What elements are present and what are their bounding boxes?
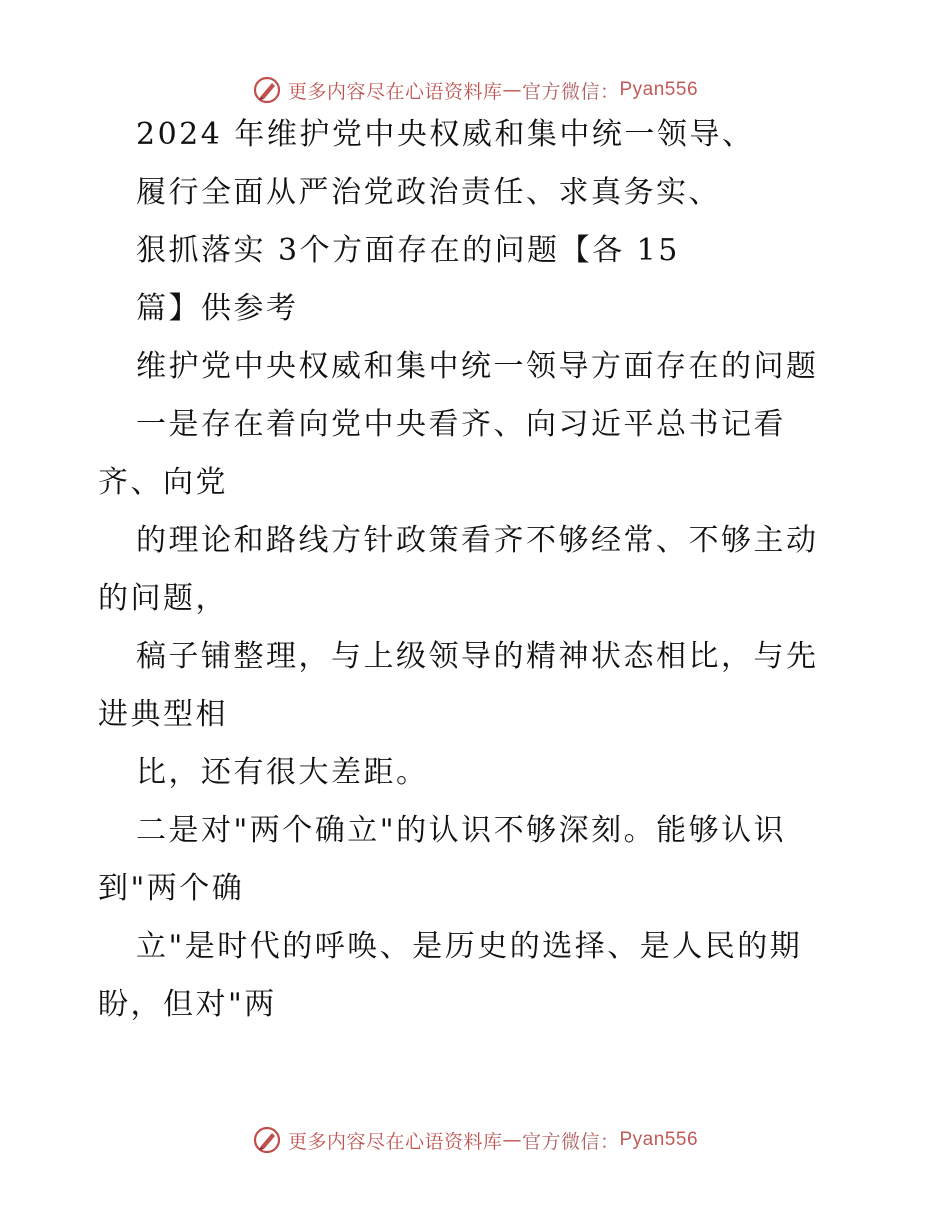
watermark-account: Pyan556 (619, 79, 699, 100)
body-line: 的理论和路线方针政策看齐不够经常、不够主动 (136, 523, 819, 558)
title-line: 篇】供参考 (136, 291, 299, 326)
body-line: 一是存在着向党中央看齐、向习近平总书记看 (136, 407, 786, 442)
body-line: 进典型相 (98, 697, 228, 732)
watermark-account: Pyan556 (619, 1129, 699, 1150)
footer-watermark (0, 1120, 950, 1160)
body-line: 稿子铺整理，与上级领导的精神状态相比，与先 (136, 639, 819, 674)
document-body (98, 117, 858, 1048)
watermark-official-label: 官方微信： (521, 1130, 620, 1153)
body-line: 到"两个确 (98, 871, 245, 906)
section-heading: 维护党中央权威和集中统一领导方面存在的问题 (136, 349, 819, 384)
title-line: 狠抓落实 3个方面存在的问题【各 15 (136, 233, 680, 268)
watermark-brand: 更多内容尽在心语资料库 (287, 1130, 503, 1153)
body-line: 比，还有很大差距。 (136, 755, 429, 790)
body-line: 盼，但对"两 (98, 987, 277, 1022)
body-line: 立"是时代的呼唤、是历史的选择、是人民的期 (136, 929, 803, 964)
watermark-dash: — (502, 1129, 522, 1151)
body-line: 的问题， (98, 581, 228, 616)
watermark-dash: — (502, 79, 522, 101)
pen-circle-logo-icon (252, 1125, 282, 1155)
body-line: 二是对"两个确立"的认识不够深刻。能够认识 (136, 813, 787, 848)
title-line: 履行全面从严治党政治责任、求真务实、 (136, 175, 721, 210)
header-watermark (0, 70, 950, 110)
watermark-official-label: 官方微信： (521, 80, 620, 103)
title-line: 2024 年维护党中央权威和集中统一领导、 (136, 117, 755, 152)
pen-circle-logo-icon (252, 75, 282, 105)
body-line: 齐、向党 (98, 465, 228, 500)
watermark-brand: 更多内容尽在心语资料库 (287, 80, 503, 103)
